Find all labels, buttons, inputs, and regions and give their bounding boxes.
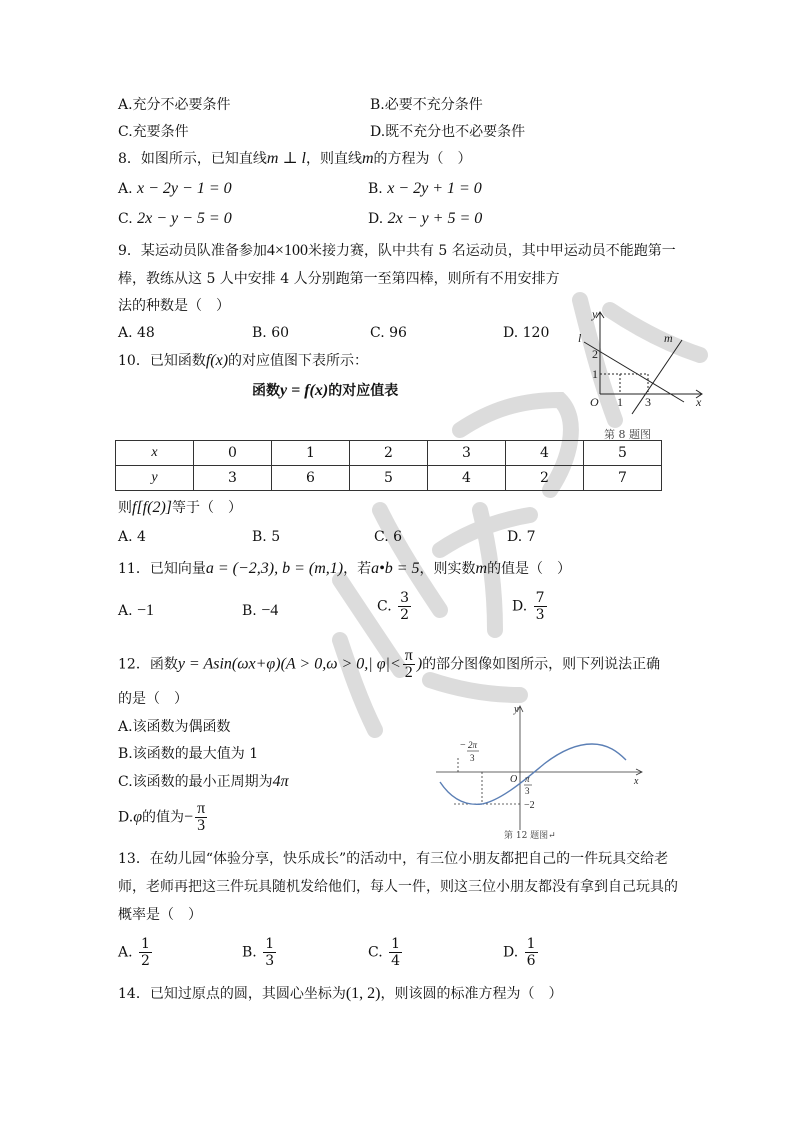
q8-fig-line-m: m	[664, 331, 673, 345]
q12-fig-y-tick: −2	[524, 800, 535, 811]
q12-stem: 12．函数y = Asin(ωx+φ)(A > 0,ω > 0,| φ|< $\frac{\pi}{2}$ )的部分图像如图所示，则下列说法正确	[118, 647, 661, 681]
q12-figure	[432, 700, 652, 842]
q9-option-d[interactable]: D. 120	[503, 325, 550, 341]
table-cell: 6	[272, 466, 350, 491]
table-cell: 4	[506, 441, 584, 466]
table-cell: 5	[584, 441, 662, 466]
q13-stem-line3: 概率是（ ）	[118, 907, 202, 923]
q9-option-c[interactable]: C. 96	[370, 325, 407, 341]
q14-stem: 14．已知过原点的圆，其圆心坐标为(1, 2)，则该圆的标准方程为（ ）	[118, 985, 563, 1002]
q10-option-d[interactable]: D. 7	[507, 529, 536, 545]
q13-option-c[interactable]: C. $\frac{1}{4}$	[368, 936, 401, 969]
table-cell: 7	[584, 466, 662, 491]
q8-figure	[572, 302, 707, 442]
q10-option-c[interactable]: C. 6	[374, 529, 403, 545]
q11-option-d[interactable]: D. $\frac{7}{3}$	[512, 590, 545, 623]
table-cell: 5	[350, 466, 428, 491]
q8-fig-tick-x3: 3	[645, 395, 651, 409]
q8-fig-x-label: x	[696, 395, 702, 409]
q11-stem: 11．已知向量a = (−2,3), b = (m,1)，若a•b = 5，则实数m的值是（ ）	[118, 560, 572, 577]
q8-fig-tick-x1: 1	[617, 395, 623, 409]
table-row	[116, 466, 662, 491]
table-cell: 1	[272, 441, 350, 466]
q13-stem-line1: 13．在幼儿园“体验分享，快乐成长”的活动中，有三位小朋友都把自己的一件玩具交给老	[118, 851, 669, 867]
q9-option-b[interactable]: B. 60	[252, 325, 290, 341]
table-cell: 3	[194, 466, 272, 491]
q8-fig-tick-y1: 1	[592, 367, 598, 381]
q11-option-b[interactable]: B. −4	[242, 602, 279, 619]
q13-option-a[interactable]: A. $\frac{1}{2}$	[118, 936, 150, 969]
q10-option-a[interactable]: A. 4	[118, 529, 146, 545]
q12-fig-left-tick-den: 3	[470, 753, 475, 763]
q8-option-c[interactable]: C. 2x − y − 5 = 0	[118, 210, 232, 227]
q8-fig-origin: O	[590, 395, 599, 409]
q7-option-c[interactable]: C.充要条件	[118, 124, 189, 140]
q12-option-c[interactable]: C.该函数的最小正周期为4π	[118, 773, 289, 790]
q7-option-a[interactable]: A.充分不必要条件	[118, 97, 231, 113]
q8-option-a[interactable]: A. x − 2y − 1 = 0	[118, 180, 232, 197]
table-cell: 3	[428, 441, 506, 466]
q11-option-c[interactable]: C. $\frac{3}{2}$	[377, 590, 410, 623]
q10-ask: 则f[f(2)]等于（ ）	[118, 499, 242, 516]
q7-option-d[interactable]: D.既不充分也不必要条件	[370, 124, 526, 140]
q8-fig-y-label: y	[592, 307, 598, 321]
table-cell-y-label: y	[116, 466, 194, 491]
q12-fig-right-tick-den: 3	[525, 786, 530, 796]
q8-fig-tick-y2: 2	[592, 347, 598, 361]
q12-sine-curve	[440, 744, 626, 804]
table-row	[116, 441, 662, 466]
q12-fig-right-tick-num: π	[525, 774, 530, 784]
table-cell: 4	[428, 466, 506, 491]
table-cell: 2	[506, 466, 584, 491]
q13-stem-line2: 师，老师再把这三件玩具随机发给他们，每人一件，则这三位小朋友都没有拿到自己玩具的	[118, 879, 678, 895]
q10-stem: 10．已知函数f(x)的对应值图下表所示：	[118, 352, 369, 369]
q8-option-b[interactable]: B. x − 2y + 1 = 0	[368, 180, 482, 197]
q13-option-d[interactable]: D. $\frac{1}{6}$	[503, 936, 536, 969]
q8-stem: 8．如图所示，已知直线m ⊥ l，则直线m的方程为（ ）	[118, 150, 472, 167]
q12-option-a[interactable]: A.该函数为偶函数	[118, 719, 231, 735]
q9-option-a[interactable]: A. 48	[118, 325, 155, 341]
q10-table-title: 函数y = f(x)的对应值表	[252, 382, 399, 399]
q9-stem-line1: 9．某运动员队准备参加4×100米接力赛，队中共有 5 名运动员，其中甲运动员不能跑第一	[118, 242, 676, 259]
table-cell: 2	[350, 441, 428, 466]
q12-stem-line2: 的是（ ）	[118, 691, 188, 707]
q12-option-d[interactable]: D.φ的值为− $\frac{\pi}{3}$	[118, 800, 206, 834]
q12-fig-caption: 第 12 题图↵	[504, 831, 556, 841]
q10-option-b[interactable]: B. 5	[252, 529, 281, 545]
q13-option-b[interactable]: B. $\frac{1}{3}$	[242, 936, 275, 969]
q12-fig-x-label: x	[634, 776, 639, 787]
q12-fig-y-label: y	[514, 704, 519, 715]
q12-option-b[interactable]: B.该函数的最大值为 1	[118, 746, 259, 762]
table-cell: 0	[194, 441, 272, 466]
q12-fig-left-tick-minus: −	[460, 740, 466, 751]
q11-option-a[interactable]: A. −1	[118, 602, 155, 619]
q8-option-d[interactable]: D. 2x − y + 5 = 0	[368, 210, 483, 227]
q8-fig-caption: 第 8 题图	[604, 428, 651, 441]
q9-stem-line2: 棒，教练从这 5 人中安排 4 人分别跑第一至第四棒，则所有不用安排方	[118, 271, 560, 287]
q9-stem-line3: 法的种数是（ ）	[118, 298, 230, 314]
table-cell-x-label: x	[116, 441, 194, 466]
q12-fig-origin: O	[510, 774, 518, 785]
q12-fig-left-tick-num: 2π	[468, 740, 478, 750]
q10-value-table	[115, 440, 662, 491]
q8-fig-line-l: l	[578, 331, 582, 345]
q7-option-b[interactable]: B.必要不充分条件	[370, 97, 483, 113]
